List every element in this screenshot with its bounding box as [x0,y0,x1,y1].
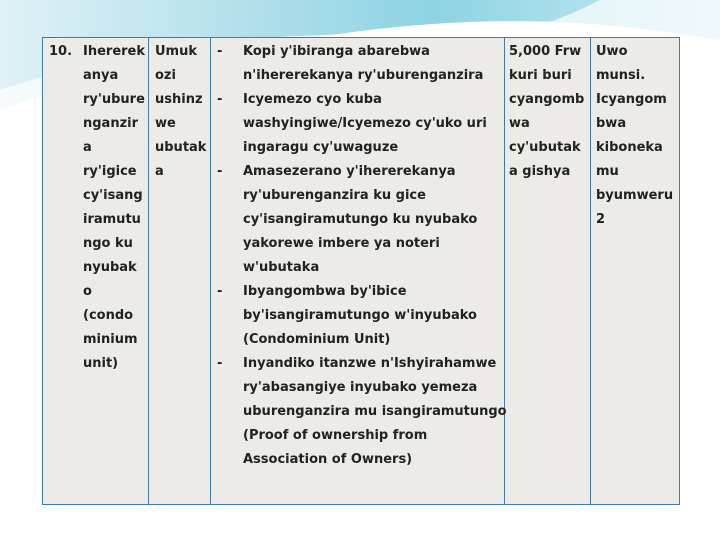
requirement-text-line: cy'isangiramutungo ku nyubako [243,212,478,227]
applicant-text-line: Umuk [155,44,198,59]
requirement-text-line: Ibyangombwa by'ibice [243,284,407,299]
time-text-line: munsi. [596,68,646,83]
requirement-text-line: ry'abasangiye inyubako yemeza [243,380,478,395]
requirements-cell [211,38,505,504]
requirement-text-line: Amasezerano y'ihererekanya [243,164,456,179]
applicant-text-line: a [155,164,164,179]
applicant-text-line: ozi [155,68,176,83]
requirement-text-line: Kopi y'ibiranga abarebwa [243,44,430,59]
time-text-line: Uwo [596,44,628,59]
time-text-line: mu [596,164,619,179]
requirement-text-line: (Condominium Unit) [243,332,391,347]
bullet-dash: - [217,92,223,107]
requirement-text-line: Inyandiko itanzwe n'Ishyirahamwe [243,356,497,371]
service-text-line: ry'ubure [83,92,145,107]
bullet-dash: - [217,284,223,299]
time-text-line: bwa [596,116,627,131]
service-text-line: anya [83,68,119,83]
requirement-text-line: (Proof of ownership from [243,428,428,443]
service-text-line: a [83,140,92,155]
service-text-line: nyubak [83,260,137,275]
time-text-line: 2 [596,212,606,227]
requirement-text-line: Icyemezo cyo kuba [243,92,382,107]
requirement-text-line: w'ubutaka [243,260,320,275]
requirement-text-line: ingaragu cy'uwaguze [243,140,399,155]
requirement-text-line: uburenganzira mu isangiramutungo [243,404,507,419]
fee-text-line: kuri buri [509,68,572,83]
requirement-text-line: ry'uburenganzira ku gice [243,188,426,203]
service-text-line: ry'igice [83,164,137,179]
requirement-item [211,280,504,352]
requirement-item [211,160,504,280]
requirement-item [211,88,504,160]
requirement-text-line: Association of Owners) [243,452,413,467]
requirement-text-line: by'isangiramutungo w'inyubako [243,308,477,323]
requirement-text-line: washyingiwe/Icyemezo cy'uko uri [243,116,487,131]
time-cell [591,38,681,504]
fee-text-line: cyangomb [509,92,585,107]
service-text-line: iramutu [83,212,141,227]
service-text-line: nganzir [83,116,139,131]
bullet-dash: - [217,164,223,179]
time-text-line: Icyangom [596,92,667,107]
service-text-line: cy'isang [83,188,143,203]
bullet-dash: - [217,44,223,59]
service-text-line: ngo ku [83,236,133,251]
time-text-line: kiboneka [596,140,663,155]
requirement-item [211,40,504,88]
fee-text-line: wa [509,116,530,131]
applicant-text-line: ubutak [155,140,207,155]
applicant-text-line: we [155,116,176,131]
fee-text-line: 5,000 Frw [509,44,582,59]
applicant-cell [149,38,211,504]
fee-cell [505,38,591,504]
requirement-item [211,352,507,472]
service-text-line: Ihererek [83,44,146,59]
requirement-text-line: n'ihererekanya ry'uburenganzira [243,68,484,83]
fee-text-line: a gishya [509,164,571,179]
service-text-line: minium [83,332,138,347]
row-number: 10. [49,44,73,59]
requirements-table [42,37,680,505]
applicant-text-line: ushinz [155,92,203,107]
fee-text-line: cy'ubutak [509,140,581,155]
bullet-dash: - [217,356,223,371]
service-text-line: (condo [83,308,134,323]
service-cell [43,38,149,504]
service-text-line: o [83,284,92,299]
time-text-line: byumweru [596,188,674,203]
requirement-text-line: yakorewe imbere ya noteri [243,236,440,251]
service-text-line: unit) [83,356,119,371]
